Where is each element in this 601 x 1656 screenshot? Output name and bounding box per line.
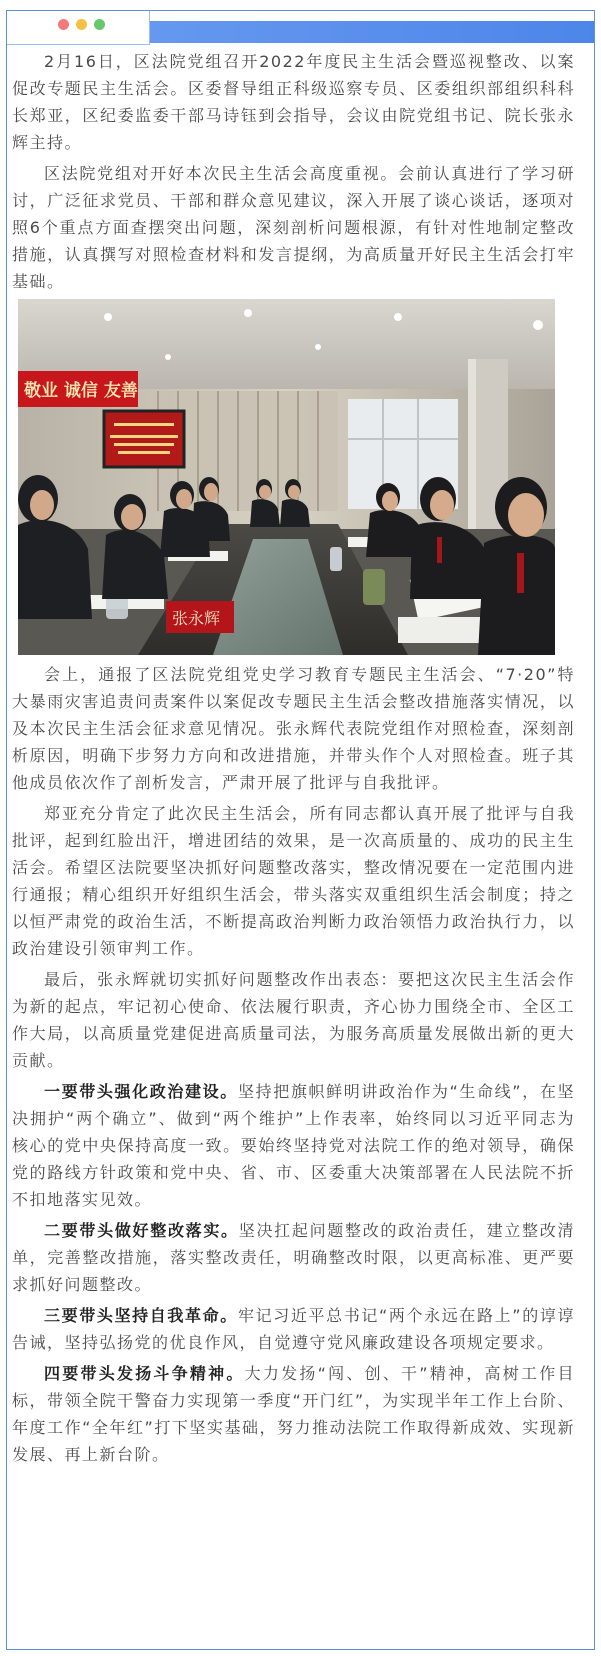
window-header [7,11,594,45]
point-2-text: 坚决扛起问题整改的政治责任，建立整改清单，完善整改措施，落实整改责任，明确整改时限，以更高标准、更严要求抓好问题整改。 [12,1221,575,1294]
nameplate-text: 张永辉 [172,609,221,628]
paragraph-intro: 2月16日，区法院党组召开2022年度民主生活会暨巡视整改、以案促改专题民主生活会。区委督导组正科级巡察专员、区委组织部组织科科长郑亚，区纪委监委干部马诗钰到会指导，会议由院党组书记、院长张永辉主持。 [12,52,575,152]
point-3-heading: 三要带头坚持自我革命。 [44,1306,238,1325]
paragraph-meeting: 会上，通报了区法院党组党史学习教育专题民主生活会、“7·20”特大暴雨灾害追责问责案件以案促改专题民主生活会整改措施落实情况，以及本次民主生活会征求意见情况。张永辉代表院党组作对照检查，深刻剖析原因，明确下步努力方向和改进措施，并带头作个人对照检查。班子其他成员依次作了剖析发言，严肃开展了批评与自我批评。 [12,665,575,792]
presentation-screen [104,411,184,467]
paragraph-point-3 [12,1302,575,1356]
paragraph-point-1 [12,1078,575,1213]
point-1-heading: 一要带头强化政治建设。 [44,1082,238,1101]
point-1-text: 坚持把旗帜鲜明讲政治作为“生命线”，在坚决拥护“两个确立”、做到“两个维护”上作表率，始终同以习近平同志为核心的党中央保持高度一致。要始终坚持党对法院工作的绝对领导，确保党的路线方针政策和党中央、省、市、区委重大决策部署在人民法院不折不扣地落实见效。 [12,1082,575,1209]
point-3-text: 牢记习近平总书记“两个永远在路上”的谆谆告诫，坚持弘扬党的优良作风，自觉遵守党风廉政建设各项规定要求。 [12,1306,575,1352]
yellow-dot-icon [76,19,87,30]
point-4-text: 大力发扬“闯、创、干”精神，高树工作目标，带领全院干警奋力实现第一季度“开门红”，为实现半年工作上台阶、年度工作“全年红”打下坚实基础，努力推动法院工作取得新成效、实现新发展、再上新台阶。 [12,1364,575,1464]
window-tab [7,11,150,45]
article-body [12,48,575,1472]
meeting-photo [18,299,555,655]
paragraph-point-4 [12,1360,575,1468]
paragraph-statement: 最后，张永辉就切实抓好问题整改作出表态：要把这次民主生活会作为新的起点，牢记初心使命、依法履行职责，齐心协力围绕全市、全区工作大局，以高质量党建促进高质量司法，为服务高质量发展做出新的更大贡献。 [12,970,575,1070]
paragraph-guidance: 郑亚充分肯定了此次民主生活会，所有同志都认真开展了批评与自我批评，起到红脸出汗，增进团结的效果，是一次高质量的、成功的民主生活会。希望区法院要坚决抓好问题整改落实，整改情况要在一定范围内进行通报；精心组织开好组织生活会，带头落实双重组织生活会制度；持之以恒严肃党的政治生活，不断提高政治判断力政治领悟力政治执行力，以政治建设引领审判工作。 [12,804,575,958]
point-4-heading: 四要带头发扬斗争精神。 [44,1364,245,1383]
paragraph-point-2 [12,1217,575,1298]
paragraph-preparation: 区法院党组对开好本次民主生活会高度重视。会前认真进行了学习研讨，广泛征求党员、干部和群众意见建议，深入开展了谈心谈话，逐项对照6个重点方面查摆突出问题，深刻剖析问题根源，有针对性地制定整改措施，认真撰写对照检查材料和发言提纲，为高质量开好民主生活会打牢基础。 [12,164,575,291]
point-2-heading: 二要带头做好整改落实。 [44,1221,239,1240]
red-dot-icon [58,19,69,30]
slogan-banner-text: 敬业 诚信 友善 [24,381,138,401]
green-dot-icon [94,19,105,30]
